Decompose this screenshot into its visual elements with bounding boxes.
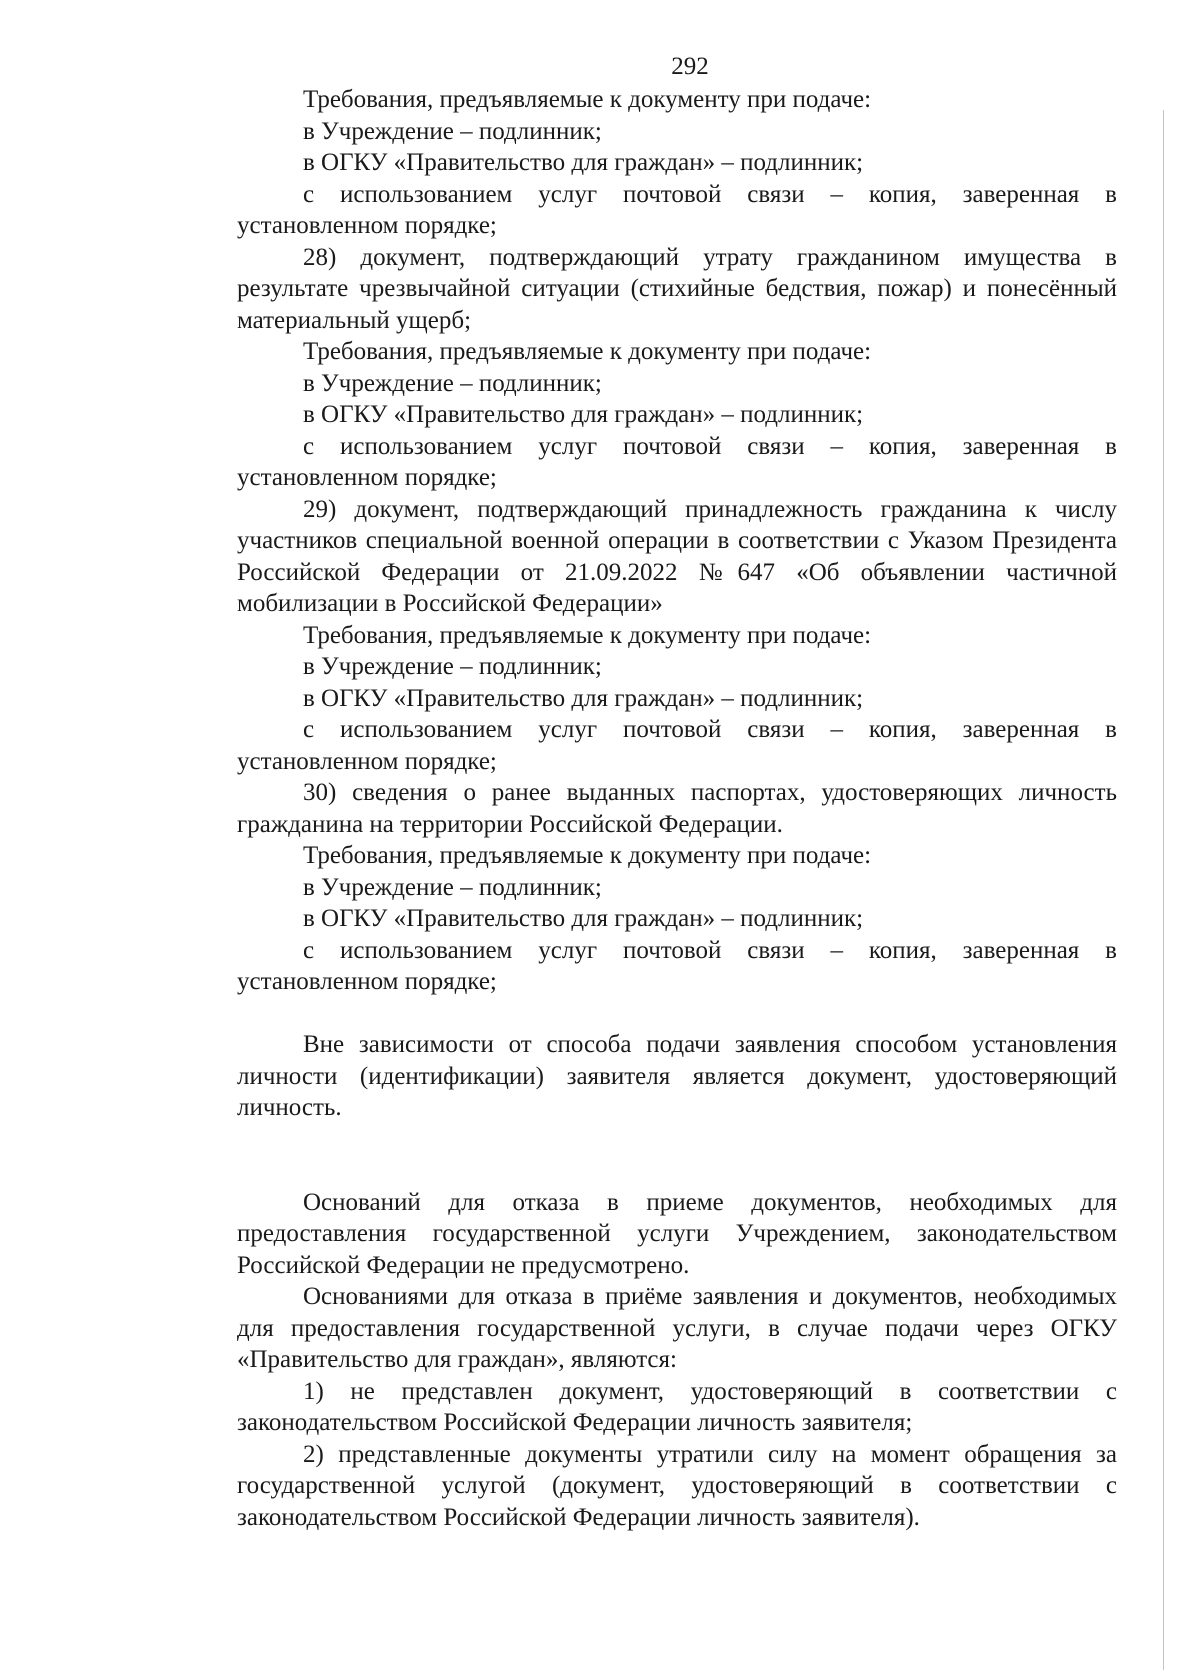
- paragraph: 1) не представлен документ, удостоверяющий в соответствии с законодательством Российской Федерации личность заявителя;: [237, 1377, 1117, 1436]
- paragraph: Требования, предъявляемые к документу при подаче:: [303, 86, 872, 113]
- paragraph: с использованием услуг почтовой связи – копия, заверенная в установленном порядке;: [237, 716, 1117, 775]
- paragraph: с использованием услуг почтовой связи – копия, заверенная в установленном порядке;: [237, 180, 1117, 239]
- document-body: [237, 84, 1117, 1533]
- paragraph: в ОГКУ «Правительство для граждан» – подлинник;: [303, 401, 864, 428]
- page-number: 292: [671, 53, 709, 80]
- paragraph: Требования, предъявляемые к документу при подаче:: [303, 338, 872, 365]
- paragraph: с использованием услуг почтовой связи – копия, заверенная в установленном порядке;: [237, 432, 1117, 491]
- paragraph: в ОГКУ «Правительство для граждан» – подлинник;: [303, 149, 864, 176]
- paragraph: 2) представленные документы утратили силу на момент обращения за государственной услугой (документ, удостоверяющий в соответствии с законодательством Российской Федерации личность заявителя).: [237, 1440, 1117, 1531]
- paragraph: Оснований для отказа в приеме документов, необходимых для предоставления государственной услуги Учреждением, законодательством Российской Федерации не предусмотрено.: [237, 1188, 1117, 1279]
- paragraph: 29) документ, подтверждающий принадлежность гражданина к числу участников специальной военной операции в соответствии с Указом Президента Российской Федерации от 21.09.2022 №647 «Об объявлении частичной мобилизации в Российской Федерации»: [237, 495, 1117, 617]
- paragraph: 30) сведения о ранее выданных паспортах, удостоверяющих личность гражданина на территории Российской Федерации.: [237, 779, 1117, 838]
- paragraph: в Учреждение – подлинник;: [303, 117, 602, 145]
- paragraph: Основаниями для отказа в приёме заявления и документов, необходимых для предоставления государственной услуги, в случае подачи через ОГКУ «Правительство для граждан», являются:: [237, 1283, 1117, 1373]
- paragraph: в ОГКУ «Правительство для граждан» – подлинник;: [303, 684, 864, 712]
- scan-edge-line: [1163, 110, 1164, 1670]
- paragraph-spacer: [237, 1124, 1117, 1187]
- paragraph: Вне зависимости от способа подачи заявления способом установления личности (идентификации) заявителя является документ, удостоверяющий личность.: [237, 1031, 1117, 1121]
- paragraph: в Учреждение – подлинник;: [303, 369, 602, 397]
- paragraph: с использованием услуг почтовой связи – копия, заверенная в установленном порядке;: [237, 936, 1117, 995]
- paragraph: Требования, предъявляемые к документу при подаче:: [303, 621, 872, 649]
- paragraph: 28) документ, подтверждающий утрату гражданином имущества в результате чрезвычайной ситуации (стихийные бедствия, пожар) и понесённый материальный ущерб;: [237, 243, 1117, 334]
- paragraph: в ОГКУ «Правительство для граждан» – подлинник;: [303, 905, 864, 932]
- paragraph: в Учреждение – подлинник;: [303, 653, 602, 680]
- paragraph: в Учреждение – подлинник;: [303, 873, 602, 901]
- paragraph-spacer: [237, 998, 1117, 1030]
- paragraph: Требования, предъявляемые к документу при подаче:: [303, 842, 872, 869]
